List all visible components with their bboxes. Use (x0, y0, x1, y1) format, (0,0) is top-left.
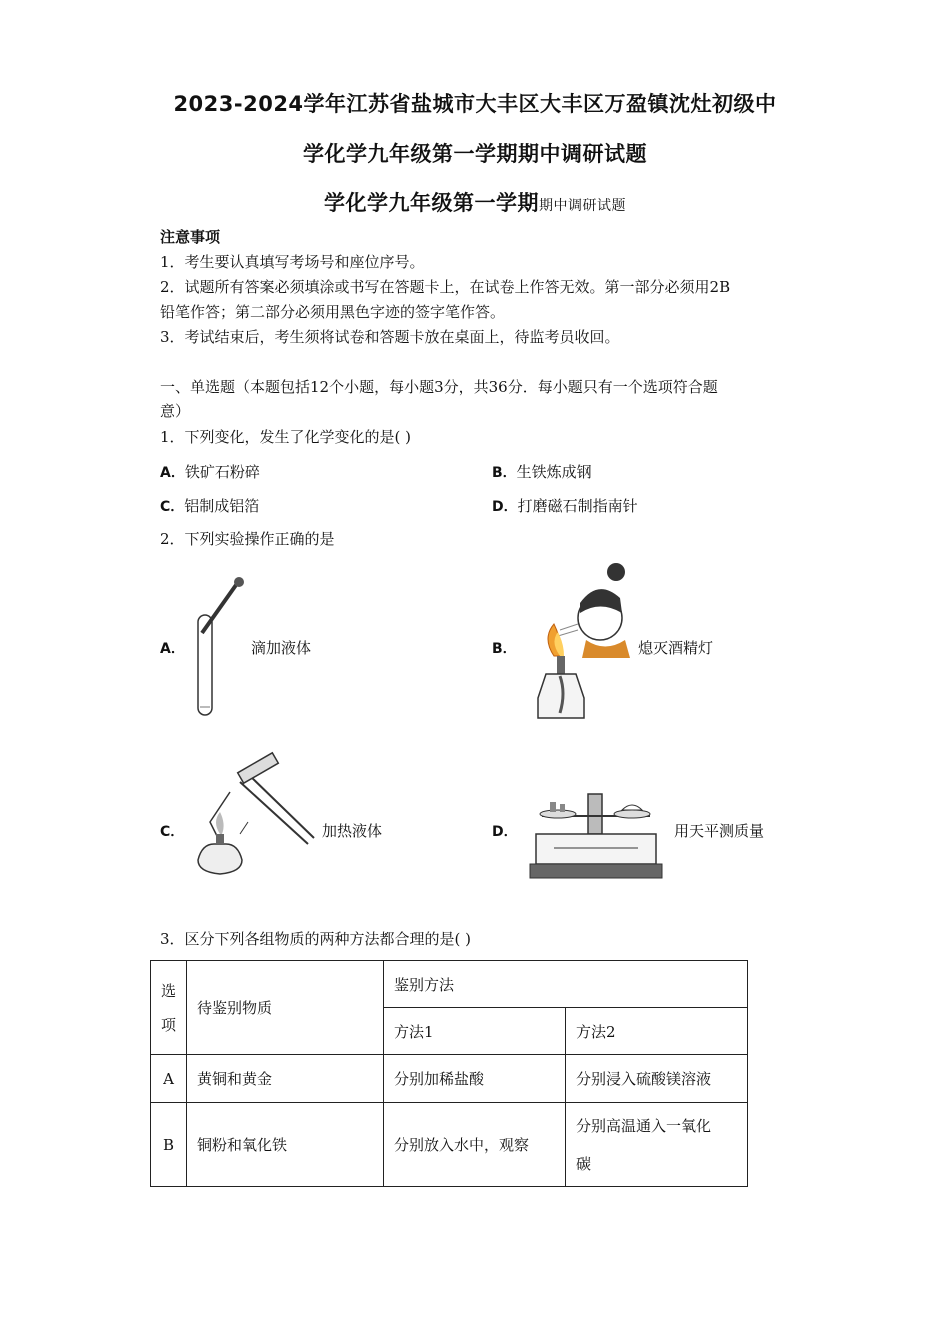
q3-row-a-option: A (151, 1055, 187, 1103)
q2-stem: 2．下列实验操作正确的是 (160, 530, 335, 548)
q3-row-a-method1: 分别加稀盐酸 (384, 1055, 566, 1103)
q1-option-a (160, 461, 260, 482)
heating-liquid-illustration (190, 752, 330, 882)
q1-option-c (160, 495, 259, 516)
q3-row-a-substance: 黄铜和黄金 (187, 1055, 384, 1103)
q2-option-b-text: 熄灭酒精灯 (638, 639, 714, 657)
section-heading-a: 一、单选题（本题包括12个小题，每小题3分，共36分．每小题只有一个选项符合题 (160, 378, 718, 396)
q3-row-b-method2-line1: 分别高温通入一氧化 (576, 1116, 712, 1135)
q2-option-d-text: 用天平测质量 (674, 822, 765, 840)
q3-row-b-substance: 铜粉和氧化铁 (187, 1103, 384, 1187)
q1-option-d (492, 495, 638, 516)
q1-option-a-text: 铁矿石粉碎 (184, 463, 260, 481)
exam-title-line3 (0, 187, 950, 217)
q1-option-c-text: 铝制成铝箔 (184, 497, 260, 515)
q2-option-b-label: B． (492, 641, 517, 657)
blow-out-lamp-illustration (520, 558, 640, 723)
test-tube-dropper-illustration (190, 575, 250, 725)
exam-title-line1: 2023-2024学年江苏省盐城市大丰区大丰区万盈镇沈灶初级中 (173, 92, 777, 116)
exam-title-line2: 学化学九年级第一学期期中调研试题 (303, 142, 647, 166)
table-row (151, 1103, 748, 1187)
q1-option-a-label: A． (160, 465, 185, 481)
q2-option-a-text: 滴加液体 (251, 639, 312, 657)
q2-option-d-label: D． (492, 824, 518, 840)
notice-item-2b: 铅笔作答；第二部分必须用黑色字迹的签字笔作答。 (160, 303, 506, 321)
q3-stem: 3．区分下列各组物质的两种方法都合理的是( ) (160, 930, 472, 948)
q3-row-b-option: B (151, 1103, 187, 1187)
q1-option-d-label: D． (492, 499, 518, 515)
q3-header-option-b: 项 (161, 1015, 177, 1034)
table-row (151, 1055, 748, 1103)
exam-title-line3-main: 学化学九年级第一学期 (324, 191, 539, 215)
balance-illustration (528, 790, 664, 882)
notice-heading: 注意事项 (160, 228, 221, 246)
q3-header-method1: 方法1 (384, 1008, 566, 1055)
q3-table (150, 960, 748, 1187)
q1-option-d-text: 打磨磁石制指南针 (517, 497, 638, 515)
q2-option-c-label: C． (160, 824, 185, 840)
q3-header-option (151, 961, 187, 1055)
q2-option-c-text: 加热液体 (322, 822, 383, 840)
q3-row-a-method2: 分别浸入硫酸镁溶液 (566, 1055, 748, 1103)
notice-item-3: 3．考试结束后，考生须将试卷和答题卡放在桌面上，待监考员收回。 (160, 328, 620, 346)
q3-row-b-method2 (566, 1103, 748, 1187)
exam-title-line3-small: 期中调研试题 (539, 198, 626, 214)
q1-option-c-label: C． (160, 499, 185, 515)
q3-header-method: 鉴别方法 (384, 961, 748, 1008)
q1-option-b-label: B． (492, 465, 517, 481)
section-heading-b: 意） (160, 402, 191, 420)
q1-stem: 1．下列变化，发生了化学变化的是( ) (160, 428, 412, 446)
q3-header-method2: 方法2 (566, 1008, 748, 1055)
q3-row-b-method1: 分别放入水中，观察 (384, 1103, 566, 1187)
q3-header-substance: 待鉴别物质 (187, 961, 384, 1055)
q1-option-b-text: 生铁炼成钢 (516, 463, 592, 481)
q3-header-option-a: 选 (161, 981, 177, 1000)
notice-item-1: 1．考生要认真填写考场号和座位序号。 (160, 253, 425, 271)
notice-item-2a: 2．试题所有答案必须填涂或书写在答题卡上，在试卷上作答无效。第一部分必须用2B (160, 278, 731, 296)
q3-row-b-method2-line2: 碳 (576, 1154, 592, 1173)
q1-option-b (492, 461, 592, 482)
q2-option-a-label: A． (160, 641, 185, 657)
